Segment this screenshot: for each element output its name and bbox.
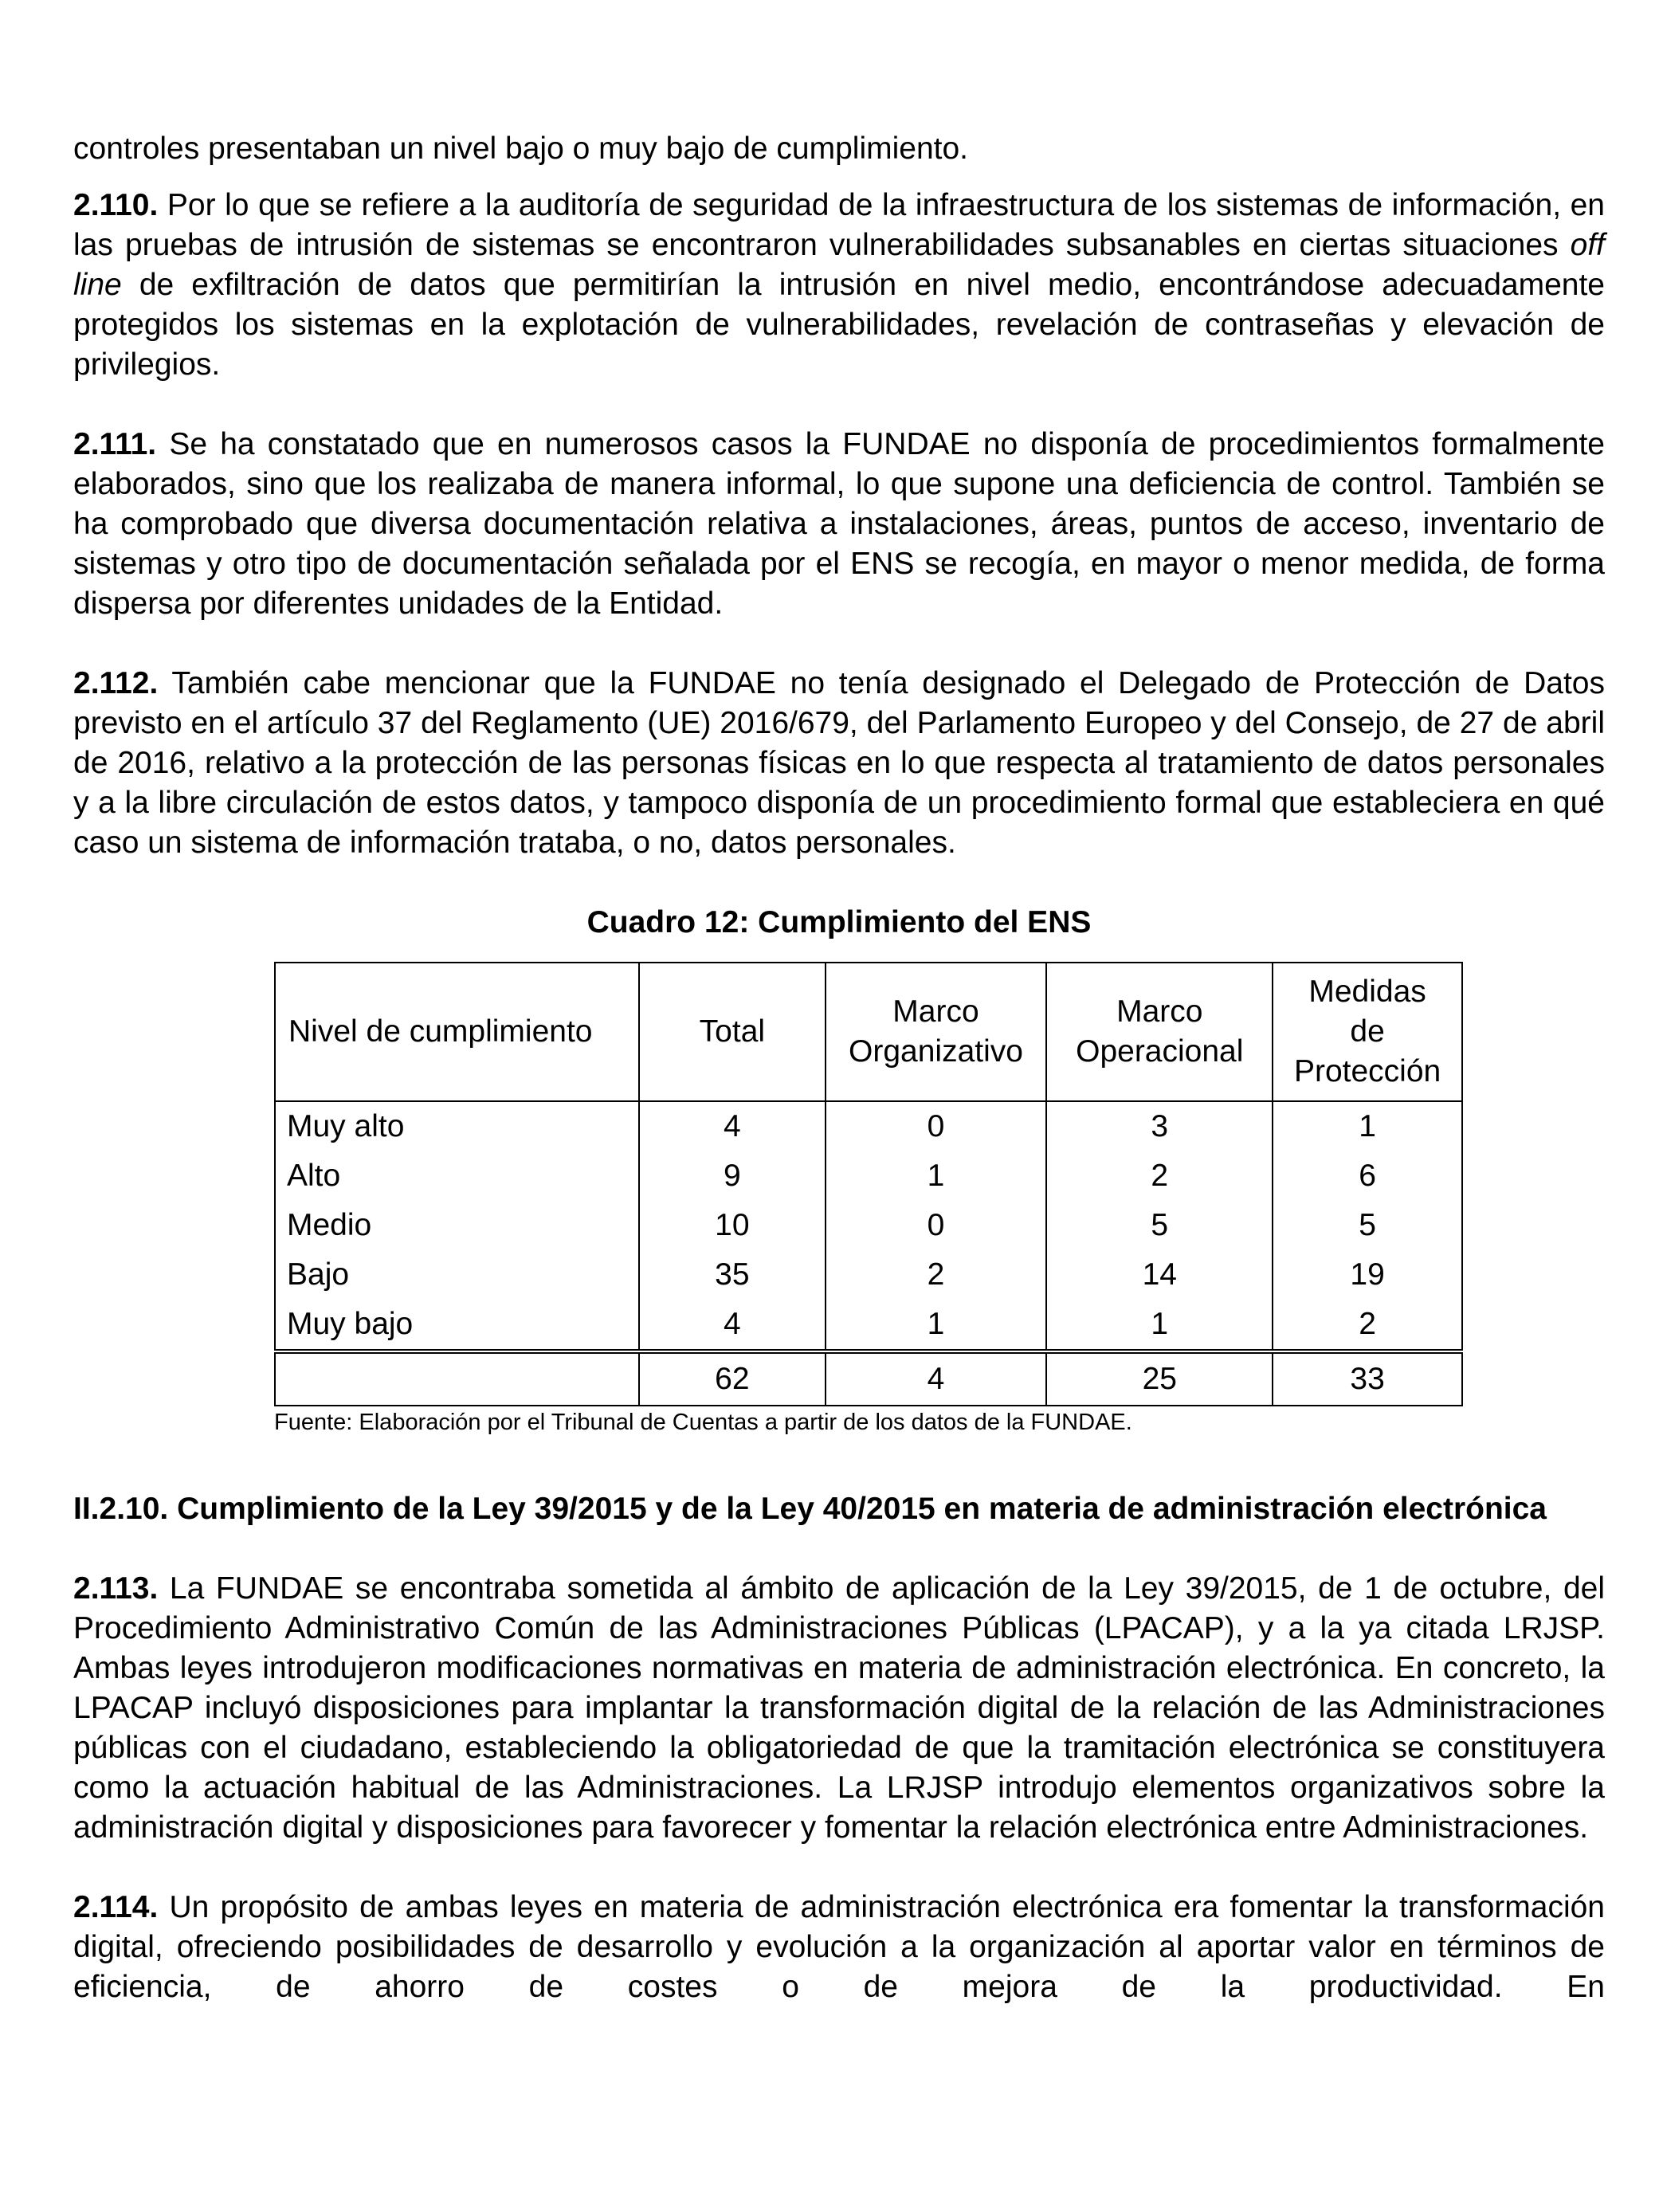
paragraph-text: Se ha constatado que en numerosos casos la FUNDAE no disponía de procedimientos formalmente elaborados, sino que los realizaba de manera informal, lo que supone una deficiencia de control. También se ha comprobado que diversa documentación relativa a instalaciones, áreas, puntos de acceso, inventario de sistemas y otro tipo de documentación señalada por el ENS se recogía, en mayor o menor medida, de forma dispersa por diferentes unidades de la Entidad. xyxy=(73,427,1605,621)
cell-protection: 5 xyxy=(1273,1201,1462,1250)
cell-operational: 14 xyxy=(1046,1250,1273,1300)
table-title: Cuadro 12: Cumplimiento del ENS xyxy=(586,905,1092,939)
cell-protection: 19 xyxy=(1273,1250,1462,1300)
section-heading: II.2.10. Cumplimiento de la Ley 39/2015 y de la Ley 40/2015 en materia de administración electrónica xyxy=(73,1492,1547,1526)
table-row xyxy=(275,1101,1462,1151)
paragraph-text: Por lo que se refiere a la auditoría de seguridad de la infraestructura de los sistemas de información, en las pruebas de intrusión de sistemas se encontraron vulnerabilidades subsanables en ciertas situaciones xyxy=(73,188,1605,262)
paragraph-text: de exfiltración de datos que permitirían la intrusión en nivel medio, encontrándose adecuadamente protegidos los sistemas en la explotación de vulnerabilidades, revelación de contraseñas y elevación de privilegios. xyxy=(73,268,1605,382)
paragraph-2-113 xyxy=(73,1569,1605,1848)
cell-organizational: 1 xyxy=(826,1300,1047,1351)
cell-total: 62 xyxy=(639,1351,825,1406)
cell-level: Medio xyxy=(275,1201,639,1250)
cell-level: Alto xyxy=(275,1151,639,1201)
table-totals-row xyxy=(275,1351,1462,1406)
cell-organizational: 0 xyxy=(826,1201,1047,1250)
paragraph-number: 2.112. xyxy=(73,666,159,700)
cell-organizational: 0 xyxy=(826,1101,1047,1151)
cell-operational: 2 xyxy=(1046,1151,1273,1201)
table-row xyxy=(275,1250,1462,1300)
cell-protection: 1 xyxy=(1273,1101,1462,1151)
cell-protection: 33 xyxy=(1273,1351,1462,1406)
paragraph-2-111 xyxy=(73,425,1605,624)
table-row xyxy=(275,1151,1462,1201)
table-row xyxy=(275,1300,1462,1351)
paragraph-number: 2.111. xyxy=(73,427,157,461)
cell-organizational: 4 xyxy=(826,1351,1047,1406)
paragraph-text: La FUNDAE se encontraba sometida al ámbito de aplicación de la Ley 39/2015, de 1 de octubre, del Procedimiento Administrativo Común de las Administraciones Públicas (LPACAP), y a la ya citada LRJSP. Ambas leyes introdujeron modificaciones normativas en materia de administración electrónica. En concreto, la LPACAP incluyó disposiciones para implantar la transformación digital de la relación de las Administraciones públicas con el ciudadano, estableciendo la obligatoriedad de que la tramitación electrónica se constituyera como la actuación habitual de las Administraciones. La LRJSP introdujo elementos organizativos sobre la administración digital y disposiciones para favorecer y fomentar la relación electrónica entre Administraciones. xyxy=(73,1571,1605,1845)
header-total: Total xyxy=(639,963,825,1101)
header-protection: Medidas de Protección xyxy=(1273,963,1462,1101)
cell-total: 4 xyxy=(639,1101,825,1151)
cell-total: 35 xyxy=(639,1250,825,1300)
ens-compliance-table xyxy=(274,962,1463,1406)
paragraph-text: Un propósito de ambas leyes en materia de administración electrónica era fomentar la transformación digital, ofreciendo posibilidades de desarrollo y evolución a la organización al aportar valor en términos de eficiencia, de ahorro de costes o de mejora de la productividad. En xyxy=(73,1890,1605,2004)
paragraph-number: 2.114. xyxy=(73,1890,159,1924)
paragraph-2-112 xyxy=(73,664,1605,863)
cell-operational: 1 xyxy=(1046,1300,1273,1351)
cell-level: Bajo xyxy=(275,1250,639,1300)
paragraph-2-114 xyxy=(73,1888,1605,2007)
header-level: Nivel de cumplimiento xyxy=(275,963,639,1101)
paragraph-text: También cabe mencionar que la FUNDAE no tenía designado el Delegado de Protección de Datos previsto en el artículo 37 del Reglamento (UE) 2016/679, del Parlamento Europeo y del Consejo, de 27 de abril de 2016, relativo a la protección de las personas físicas en lo que respecta al tratamiento de datos personales y a la libre circulación de estos datos, y tampoco disponía de un procedimiento formal que estableciera en qué caso un sistema de información trataba, o no, datos personales. xyxy=(73,666,1605,860)
document-page xyxy=(73,129,1605,2007)
cell-organizational: 2 xyxy=(826,1250,1047,1300)
paragraph-italic-term: off line xyxy=(73,228,1605,302)
header-operational: Marco Operacional xyxy=(1046,963,1273,1101)
cell-operational: 5 xyxy=(1046,1201,1273,1250)
table-header-row xyxy=(275,963,1462,1101)
cell-protection: 2 xyxy=(1273,1300,1462,1351)
header-organizational: Marco Organizativo xyxy=(826,963,1047,1101)
cell-level: Muy alto xyxy=(275,1101,639,1151)
paragraph-number: 2.110. xyxy=(73,188,159,222)
cell-organizational: 1 xyxy=(826,1151,1047,1201)
cell-protection: 6 xyxy=(1273,1151,1462,1201)
table-source-note: Fuente: Elaboración por el Tribunal de Cuentas a partir de los datos de la FUNDAE. xyxy=(274,1410,1132,1435)
cell-operational: 25 xyxy=(1046,1351,1273,1406)
table-row xyxy=(275,1201,1462,1250)
cell-level xyxy=(275,1351,639,1406)
cell-total: 9 xyxy=(639,1151,825,1201)
paragraph-number: 2.113. xyxy=(73,1571,159,1606)
cell-total: 4 xyxy=(639,1300,825,1351)
cell-total: 10 xyxy=(639,1201,825,1250)
cell-operational: 3 xyxy=(1046,1101,1273,1151)
paragraph-2-110 xyxy=(73,186,1605,385)
cell-level: Muy bajo xyxy=(275,1300,639,1351)
intro-line: controles presentaban un nivel bajo o muy bajo de cumplimiento. xyxy=(73,131,969,166)
